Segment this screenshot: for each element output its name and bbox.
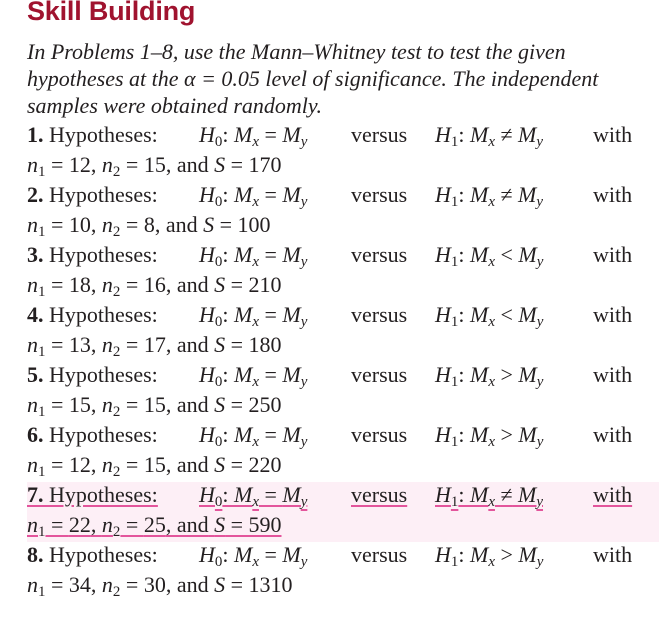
and-word: , and xyxy=(165,572,209,597)
hypotheses-label xyxy=(27,422,199,448)
hypotheses-word: Hypotheses: xyxy=(49,182,158,207)
sample-info: $n_1 = 15$, $n_2 = 15$, and S = 250 xyxy=(27,392,282,421)
n1-value: 22 xyxy=(68,512,91,537)
sample-info: $n_1 = 12$, $n_2 = 15$, and S = 220 xyxy=(27,452,282,481)
hypotheses-label xyxy=(27,302,199,328)
s-value: 210 xyxy=(248,272,282,297)
versus-word: versus xyxy=(351,482,408,507)
instructions-text: In Problems 1–8, use the Mann–Whitney test to test the given hypotheses at the α = 0.05 level of significance. The independent samples were obtained randomly. xyxy=(27,39,599,118)
hypotheses-label xyxy=(27,122,199,148)
n2-value: 15 xyxy=(143,152,166,177)
and-word: , and xyxy=(165,152,209,177)
n2-value: 30 xyxy=(143,572,166,597)
with-word: with xyxy=(593,122,633,147)
versus-word: versus xyxy=(351,242,408,267)
alternative-hypothesis: $H_1$: $M_x > M_y$ xyxy=(435,422,544,451)
problem-item xyxy=(27,122,659,182)
n1-value: 34 xyxy=(68,572,91,597)
and-word: , and xyxy=(165,272,209,297)
null-hypothesis: $H_0$: $M_x = M_y$ xyxy=(199,302,308,331)
null-hypothesis: $H_0$: $M_x = M_y$ xyxy=(199,182,308,211)
and-word: , and xyxy=(165,332,209,357)
hypotheses-label xyxy=(27,182,199,208)
s-value: 590 xyxy=(248,512,282,537)
sample-info: $n_1 = 10$, $n_2 = 8$, and S = 100 xyxy=(27,212,271,241)
h1-operator: > xyxy=(500,542,513,567)
n1-value: 18 xyxy=(68,272,91,297)
alternative-hypothesis: $H_1$: $M_x < M_y$ xyxy=(435,302,544,331)
alternative-hypothesis: $H_1$: $M_x \ne M_y$ xyxy=(435,182,544,211)
n2-value: 17 xyxy=(143,332,166,357)
problem-item xyxy=(27,302,659,362)
s-value: 100 xyxy=(237,212,271,237)
problem-number: 4. xyxy=(27,302,44,327)
hypotheses-label xyxy=(27,542,199,568)
n2-value: 25 xyxy=(143,512,166,537)
problem-number: 2. xyxy=(27,182,44,207)
problem-item xyxy=(27,482,659,542)
with-word: with xyxy=(593,242,633,267)
n2-value: 15 xyxy=(143,392,166,417)
hypotheses-label xyxy=(27,482,199,508)
h1-operator: > xyxy=(500,422,513,447)
h1-operator: < xyxy=(500,302,513,327)
hypotheses-word: Hypotheses: xyxy=(49,542,158,567)
n1-value: 15 xyxy=(68,392,91,417)
s-value: 250 xyxy=(248,392,282,417)
hypotheses-word: Hypotheses: xyxy=(49,302,158,327)
with-word: with xyxy=(593,482,633,507)
null-hypothesis: $H_0$: $M_x = M_y$ xyxy=(199,482,308,511)
h1-operator: ≠ xyxy=(500,182,513,207)
hypotheses-word: Hypotheses: xyxy=(49,422,158,447)
h1-operator: ≠ xyxy=(500,482,513,507)
alternative-hypothesis: $H_1$: $M_x > M_y$ xyxy=(435,362,544,391)
n2-value: 15 xyxy=(143,452,166,477)
and-word: , and xyxy=(154,212,198,237)
s-value: 170 xyxy=(248,152,282,177)
s-value: 1310 xyxy=(248,572,293,597)
hypotheses-label xyxy=(27,362,199,388)
null-hypothesis: $H_0$: $M_x = M_y$ xyxy=(199,422,308,451)
problem-item xyxy=(27,242,659,302)
versus-word: versus xyxy=(351,182,408,207)
sample-info: $n_1 = 34$, $n_2 = 30$, and S = 1310 xyxy=(27,572,293,601)
h1-operator: < xyxy=(500,242,513,267)
null-hypothesis: $H_0$: $M_x = M_y$ xyxy=(199,242,308,271)
hypotheses-word: Hypotheses: xyxy=(49,482,158,507)
n2-value: 16 xyxy=(143,272,166,297)
problem-item xyxy=(27,542,659,602)
n1-value: 12 xyxy=(68,152,91,177)
sample-info: $n_1 = 12$, $n_2 = 15$, and S = 170 xyxy=(27,152,282,181)
versus-word: versus xyxy=(351,122,408,147)
versus-word: versus xyxy=(351,542,408,567)
null-hypothesis: $H_0$: $M_x = M_y$ xyxy=(199,542,308,571)
s-value: 220 xyxy=(248,452,282,477)
and-word: , and xyxy=(165,452,209,477)
null-hypothesis: $H_0$: $M_x = M_y$ xyxy=(199,362,308,391)
with-word: with xyxy=(593,542,633,567)
alternative-hypothesis: $H_1$: $M_x \ne M_y$ xyxy=(435,122,544,151)
hypotheses-word: Hypotheses: xyxy=(49,362,158,387)
h1-operator: ≠ xyxy=(500,122,513,147)
n1-value: 10 xyxy=(68,212,91,237)
with-word: with xyxy=(593,302,633,327)
with-word: with xyxy=(593,422,633,447)
h1-operator: > xyxy=(500,362,513,387)
versus-word: versus xyxy=(351,302,408,327)
problem-item xyxy=(27,362,659,422)
hypotheses-label xyxy=(27,242,199,268)
null-hypothesis: $H_0$: $M_x = M_y$ xyxy=(199,122,308,151)
hypotheses-word: Hypotheses: xyxy=(49,122,158,147)
n1-value: 12 xyxy=(68,452,91,477)
and-word: , and xyxy=(165,392,209,417)
with-word: with xyxy=(593,362,633,387)
problem-number: 3. xyxy=(27,242,44,267)
sample-info: $n_1 = 22$, $n_2 = 25$, and S = 590 xyxy=(27,512,659,542)
n2-value: 8 xyxy=(143,212,155,237)
problem-number: 5. xyxy=(27,362,44,387)
problem-number: 1. xyxy=(27,122,44,147)
versus-word: versus xyxy=(351,362,408,387)
sample-info: $n_1 = 13$, $n_2 = 17$, and S = 180 xyxy=(27,332,282,361)
alternative-hypothesis: $H_1$: $M_x > M_y$ xyxy=(435,542,544,571)
problem-number: 7. xyxy=(27,482,44,507)
problem-list xyxy=(27,122,659,602)
hypotheses-word: Hypotheses: xyxy=(49,242,158,267)
alternative-hypothesis: $H_1$: $M_x \ne M_y$ xyxy=(435,482,544,511)
alternative-hypothesis: $H_1$: $M_x < M_y$ xyxy=(435,242,544,271)
problem-number: 8. xyxy=(27,542,44,567)
with-word: with xyxy=(593,182,633,207)
problem-item xyxy=(27,182,659,242)
n1-value: 13 xyxy=(68,332,91,357)
section-heading: Skill Building xyxy=(27,0,196,26)
problem-item xyxy=(27,422,659,482)
s-value: 180 xyxy=(248,332,282,357)
versus-word: versus xyxy=(351,422,408,447)
problem-number: 6. xyxy=(27,422,44,447)
sample-info: $n_1 = 18$, $n_2 = 16$, and S = 210 xyxy=(27,272,282,301)
and-word: , and xyxy=(165,512,209,537)
